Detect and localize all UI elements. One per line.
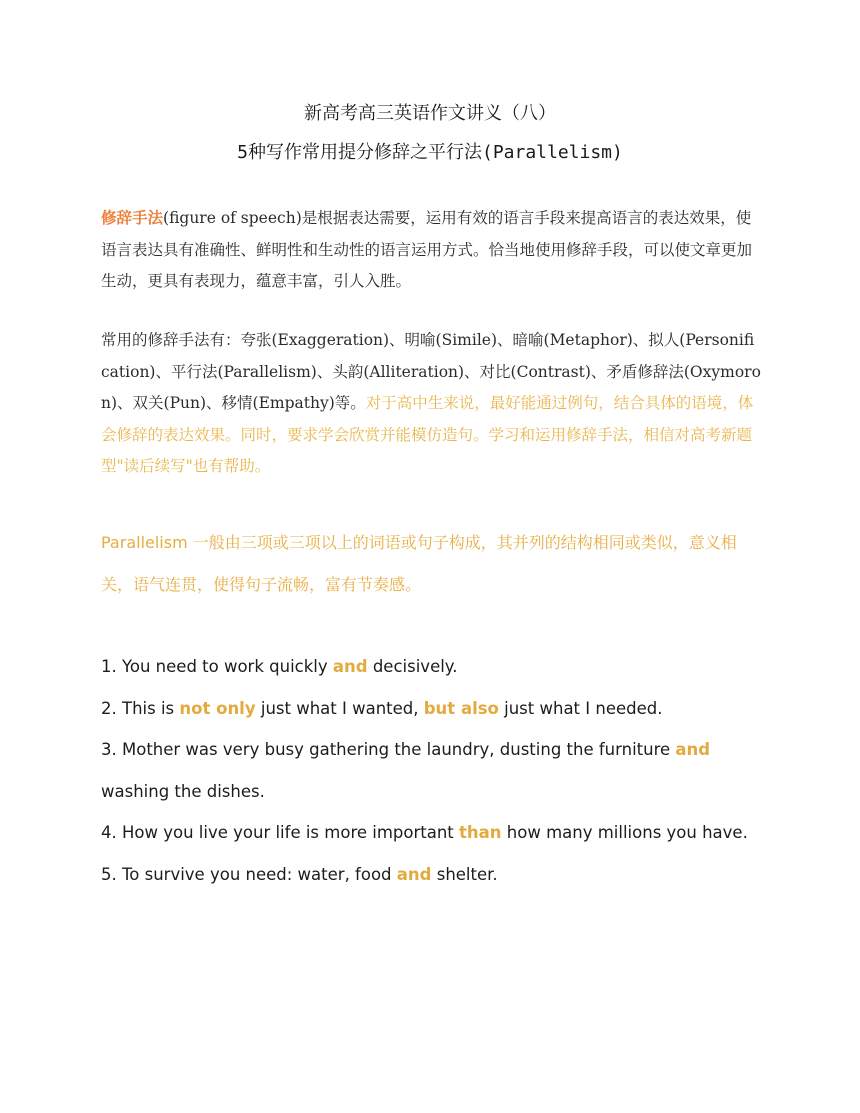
example-item: 2. This is not only just what I wanted, but also just what I needed. (101, 698, 663, 718)
example-item: 5. To survive you need: water, food and shelter. (101, 864, 498, 884)
example-item: 3. Mother was very busy gathering the laundry, dusting the furniture and washing the dishes. (101, 740, 711, 801)
keyword: and (675, 740, 711, 759)
intro-term: 修辞手法 (101, 208, 164, 227)
keyword: but also (423, 698, 499, 718)
example-item: 1. You need to work quickly and decisively. (101, 657, 458, 676)
parallelism-description: Parallelism 一般由三项或三项以上的词语或句子构成，其并列的结构相同或类似，意义相关，语气连贯，使得句子流畅，富有节奏感。 (101, 533, 737, 594)
keyword: and (332, 657, 368, 676)
document-subtitle: 5种写作常用提分修辞之平行法(Parallelism) (237, 142, 623, 163)
keyword: not only (179, 698, 256, 718)
example-list (101, 646, 761, 895)
keyword: than (459, 823, 502, 842)
example-item: 4. How you live your life is more important than how many millions you have. (101, 823, 748, 842)
common-devices-highlight: 对于高中生来说，最好能通过例句，结合具体的语境，体会修辞的表达效果。同时，要求学会欣赏并能模仿造句。学习和运用修辞手法，相信对高考新题型"读后续写"也有帮助。 (101, 394, 754, 475)
intro-paragraph (101, 202, 761, 298)
keyword: and (396, 864, 432, 884)
common-devices-paragraph (101, 325, 761, 483)
intro-definition: (figure of speech)是根据表达需要，运用有效的语言手段来提高语言的表达效果，使语言表达具有准确性、鲜明性和生动性的语言运用方式。恰当地使用修辞手段，可以使文章更加生动，更具有表现力，蕴意丰富，引人入胜。 (101, 209, 753, 290)
common-devices-text: 常用的修辞手法有：夸张(Exaggeration)、明喻(Simile)、暗喻(Metaphor)、拟人(Personification)、平行法(Parallelism)、头韵(Alliteration)、对比(Contrast)、矛盾修辞法(Oxymoron)、双关(Pun)、移情(Empathy)等。 (101, 331, 761, 412)
document-title: 新高考高三英语作文讲义（八） (304, 103, 556, 124)
